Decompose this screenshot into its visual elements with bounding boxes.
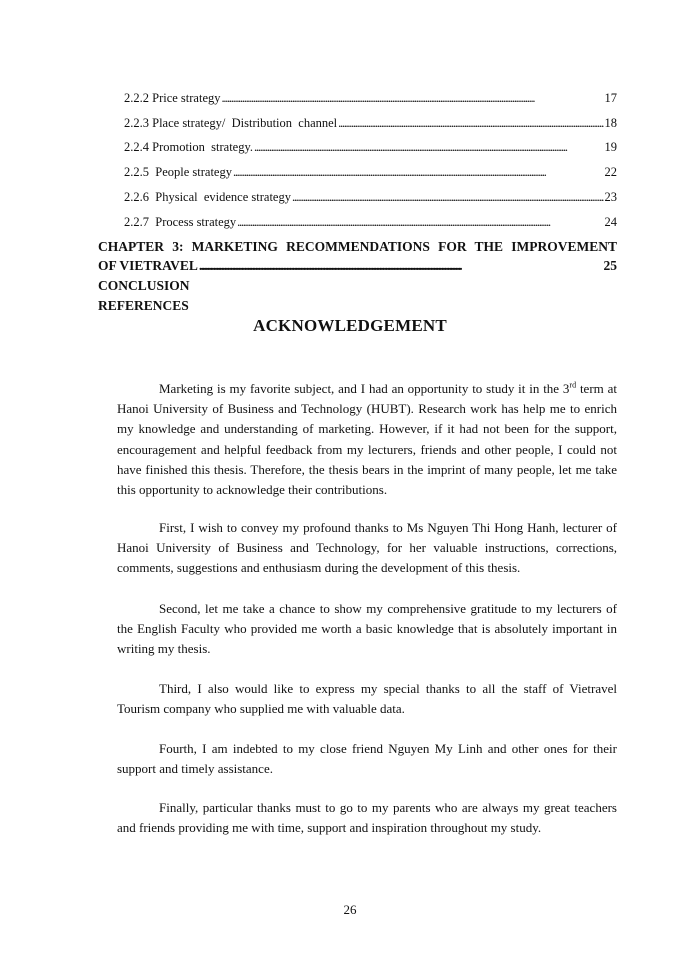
acknowledgement-paragraph: Second, let me take a chance to show my comprehensive gratitude to my lecturers of the English Faculty who provided me worth a basic knowledge that is absolutely important in writing my thesis. xyxy=(117,601,617,657)
toc-leader-dots xyxy=(199,256,603,276)
toc-entry[interactable] xyxy=(124,88,617,108)
toc-conclusion[interactable]: CONCLUSION xyxy=(98,278,190,293)
acknowledgement-paragraph: Fourth, I am indebted to my close friend Nguyen My Linh and other ones for their support and timely assistance. xyxy=(117,741,617,777)
acknowledgement-paragraph: Third, I also would like to express my special thanks to all the staff of Vietravel Tourism company who supplied me with valuable data. xyxy=(117,681,617,717)
acknowledgement-paragraph xyxy=(117,379,617,500)
toc-chapter-title-continued xyxy=(98,256,617,276)
toc-leader-dots xyxy=(222,88,604,108)
acknowledgement-paragraph: First, I wish to convey my profound thanks to Ms Nguyen Thi Hong Hanh, lecturer of Hanoi University of Business and Technology, for her valuable instructions, corrections, comments, suggestions and enthusiasm during the development of this thesis. xyxy=(117,520,617,576)
toc-entry-page: 24 xyxy=(604,215,617,229)
toc-leader-dots xyxy=(254,137,603,157)
toc-entry-page: 17 xyxy=(604,91,617,105)
toc-entry-page: 19 xyxy=(604,140,617,154)
toc-entry-label: 2.2.4 Promotion strategy. xyxy=(124,140,254,154)
toc-chapter-3[interactable] xyxy=(98,237,617,277)
toc-entry-page: 23 xyxy=(604,190,617,204)
toc-entry-page: 22 xyxy=(604,165,617,179)
paragraph-text: Marketing is my favorite subject, and I had an opportunity to study it in the 3 xyxy=(159,381,570,396)
toc-chapter-page: 25 xyxy=(603,258,617,273)
toc-entry-label: 2.2.6 Physical evidence strategy xyxy=(124,190,291,204)
toc-references[interactable]: REFERENCES xyxy=(98,298,189,313)
toc-entry-label: 2.2.7 Process strategy xyxy=(124,215,237,229)
toc-leader-dots xyxy=(292,187,604,207)
toc-entry[interactable] xyxy=(124,187,617,207)
acknowledgement-paragraph: Finally, particular thanks must to go to my parents who are always my great teachers and friends providing me with time, support and inspiration throughout my study. xyxy=(117,800,617,836)
toc-entry-page: 18 xyxy=(604,116,617,130)
paragraph-text: term at Hanoi University of Business and Technology (HUBT). Research work has help me to enrich my knowledge and understanding of marketing. However, if it had not been for the support, encouragement and helpful feedback from my lecturers, friends and other people, I could not have finished this thesis. Therefore, the thesis bears in the imprint of many people, let me take this opportunity to acknowledge their contributions. xyxy=(117,381,617,498)
toc-entry[interactable] xyxy=(124,212,617,232)
toc-entry[interactable] xyxy=(124,113,617,133)
ordinal-superscript: rd xyxy=(569,380,577,390)
page-number: 26 xyxy=(343,902,357,917)
toc-entry[interactable] xyxy=(124,137,617,157)
toc-entry-label: 2.2.5 People strategy xyxy=(124,165,232,179)
toc-chapter-title: CHAPTER 3: MARKETING RECOMMENDATIONS FOR THE IMPROVEMENT xyxy=(98,239,617,254)
toc-chapter-title-end: OF VIETRAVEL xyxy=(98,258,198,273)
toc-leader-dots xyxy=(338,113,603,133)
acknowledgement-heading: ACKNOWLEDGEMENT xyxy=(253,316,447,335)
toc-leader-dots xyxy=(233,162,604,182)
toc-entry-label: 2.2.3 Place strategy/ Distribution channel xyxy=(124,116,338,130)
toc-leader-dots xyxy=(237,212,603,232)
toc-entry-label: 2.2.2 Price strategy xyxy=(124,91,221,105)
toc-entry[interactable] xyxy=(124,162,617,182)
